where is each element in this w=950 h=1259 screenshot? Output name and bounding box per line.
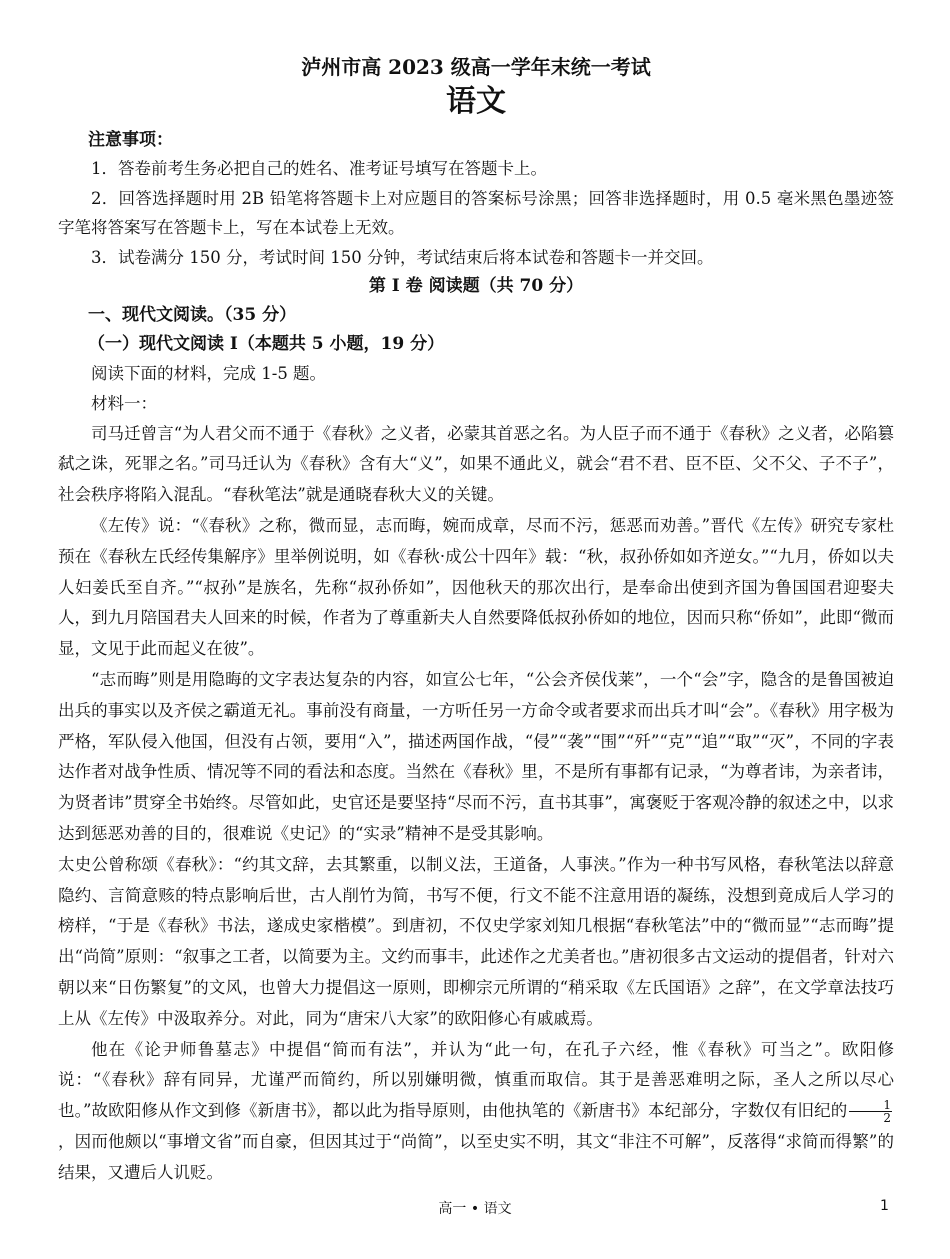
- paragraph-3: “志而晦”则是用隐晦的文字表达复杂的内容，如宣公七年，“公会齐侯伐莱”，一个“会”字，隐含的是鲁国被迫出兵的事实以及齐侯之霸道无礼。事前没有商量，一方听任另一方命令或者要求而出兵才叫“会”。《春秋》用字极为严格，军队侵入他国，但没有占领，要用“入”，描述两国作战，“侵”“袭”“围”“歼”“克”“追”“取”“灭”，不同的字表达作者对战争性质、情况等不同的看法和态度。当然在《春秋》里，不是所有事都有记录，“为尊者讳，为亲者讳，为贤者讳”贯穿全书始终。尽管如此，史官还是要坚持“尽而不污，直书其事”，寓褒贬于客观冷静的叙述之中，以求达到惩恶劝善的目的，很难说《史记》的“实录”精神不是受其影响。: [58, 669, 894, 843]
- notice-item-1: 1．答卷前考生务必把自己的姓名、准考证号填写在答题卡上。: [91, 159, 547, 178]
- notice-item-2: 2．回答选择题时用 2B 铅笔将答题卡上对应题目的答案标号涂黑；回答非选择题时，用 0.5 毫米黑色墨迹签字笔将答案写在答题卡上，写在本试卷上无效。: [58, 188, 894, 238]
- paragraph-2: 《左传》说：“《春秋》之称，微而显，志而晦，婉而成章，尽而不污，惩恶而劝善。”晋代《左传》研究专家杜预在《春秋左氏经传集解序》里举例说明，如《春秋·成公十四年》载：“秋，叔孙侨如如齐逆女。”“九月，侨如以夫人妇姜氏至自齐。”“叔孙”是族名，先称“叔孙侨如”，因他秋天的那次出行，是奉命出使到齐国为鲁国国君迎娶夫人，到九月陪国君夫人回来的时候，作者为了尊重新夫人自然要降低叔孙侨如的地位，因而只称“侨如”，此即“微而显，文见于此而起义在彼”。: [58, 515, 894, 659]
- page-number: 1: [880, 1198, 889, 1214]
- notice-heading: 注意事项：: [88, 130, 173, 150]
- exam-page: [58, 52, 894, 1188]
- paragraph-5-start: 他在《论尹师鲁墓志》中提倡“简而有法”，并认为“此一句，在孔子六经，惟《春秋》可当之”。欧阳修说：“《春秋》辞有同异，尤谨严而简约，所以别嫌明微，慎重而取信。其于是善恶难明之际，圣人之所以尽心也。”故欧阳修从作文到修《新唐书》，都以此为指导原则，由他执笔的《新唐书》本纪部分，字数仅有旧纪的: [58, 1039, 894, 1121]
- paragraph-4: 太史公曾称颂《春秋》：“约其文辞，去其繁重，以制义法，王道备，人事浃。”作为一种书写风格，春秋笔法以辞意隐约、言简意赅的特点影响后世，古人削竹为简，书写不便，行文不能不注意用语的凝练，没想到竟成后人学习的榜样，“于是《春秋》书法，遂成史家楷模”。到唐初，不仅史学家刘知几根据“春秋笔法”中的“微而显”“志而晦”提出“尚简”原则：“叙事之工者，以简要为主。文约而事丰，此述作之尤美者也。”唐初很多古文运动的提倡者，针对六朝以来“日伤繁复”的文风，也曾大力提倡这一原则，即柳宗元所谓的“稍采取《左氏国语》之辞”，在文学章法技巧上从《左传》中汲取养分。对此，同为“唐宋八大家”的欧阳修心有戚戚焉。: [58, 854, 894, 1028]
- page-footer: 高一 • 语文: [438, 1201, 512, 1217]
- reading-material: [58, 419, 894, 1189]
- instruction-text: 阅读下面的材料，完成 1-5 题。: [91, 364, 327, 384]
- subject-title: 语文: [446, 84, 506, 119]
- paragraph-5-end: ，因而他颇以“事增文省”而自豪，但因其过于“尚简”，以至史实不明，其文“非注不可解”，反落得“求简而得繁”的结果，又遭后人讥贬。: [58, 1131, 894, 1182]
- notice-item-3: 3．试卷满分 150 分，考试时间 150 分钟，考试结束后将本试卷和答题卡一并交回。: [91, 247, 714, 267]
- subsection-heading: （一）现代文阅读 I（本题共 5 小题，19 分）: [88, 334, 445, 355]
- paragraph-5: [58, 1035, 894, 1189]
- part-title: 第 I 卷 阅读题（共 70 分）: [368, 276, 584, 297]
- fraction-denominator: 2: [883, 1111, 891, 1126]
- exam-title: 泸州市高 2023 级高一学年末统一考试: [301, 55, 651, 79]
- material-label: 材料一：: [91, 393, 157, 413]
- fraction-numerator: 1: [849, 1099, 892, 1112]
- section-heading: 一、现代文阅读。（35 分）: [88, 305, 297, 326]
- fraction: [849, 1099, 892, 1124]
- paragraph-1: 司马迁曾言“为人君父而不通于《春秋》之义者，必蒙其首恶之名。为人臣子而不通于《春秋》之义者，必陷篡弑之诛，死罪之名。”司马迁认为《春秋》含有大“义”，如果不通此义，就会“君不君、臣不臣、父不父、子不子”，社会秩序将陷入混乱。“春秋笔法”就是通晓春秋大义的关键。: [58, 423, 894, 505]
